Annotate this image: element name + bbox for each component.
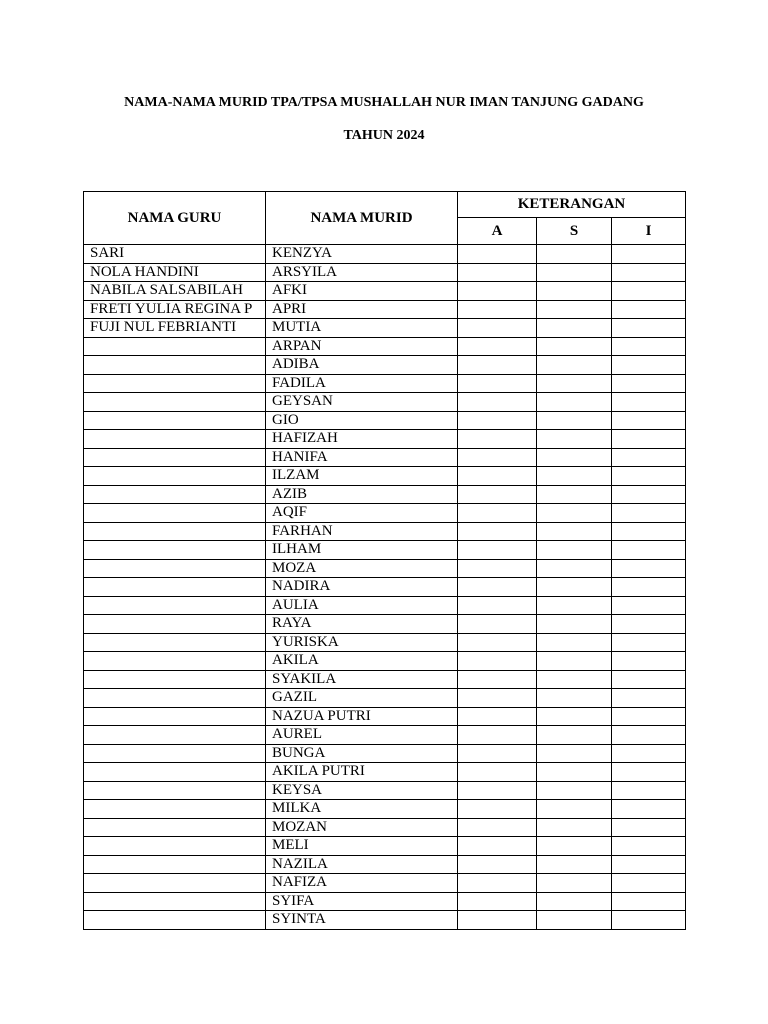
cell-nama-guru xyxy=(84,818,266,837)
cell-nama-guru xyxy=(84,911,266,930)
cell-keterangan-i xyxy=(612,522,686,541)
cell-nama-guru xyxy=(84,763,266,782)
cell-keterangan-i xyxy=(612,615,686,634)
cell-keterangan-a xyxy=(458,300,537,319)
cell-keterangan-s xyxy=(537,596,612,615)
cell-keterangan-a xyxy=(458,393,537,412)
cell-keterangan-a xyxy=(458,337,537,356)
cell-keterangan-a xyxy=(458,541,537,560)
cell-nama-murid: ILHAM xyxy=(266,541,458,560)
cell-nama-murid: BUNGA xyxy=(266,744,458,763)
cell-keterangan-i xyxy=(612,485,686,504)
cell-keterangan-s xyxy=(537,763,612,782)
cell-nama-murid: MOZA xyxy=(266,559,458,578)
cell-nama-guru xyxy=(84,744,266,763)
cell-keterangan-s xyxy=(537,393,612,412)
header-nama-murid: NAMA MURID xyxy=(266,192,458,245)
cell-keterangan-i xyxy=(612,855,686,874)
cell-nama-murid: NADIRA xyxy=(266,578,458,597)
cell-nama-guru xyxy=(84,448,266,467)
cell-nama-guru xyxy=(84,578,266,597)
cell-keterangan-i xyxy=(612,781,686,800)
cell-keterangan-s xyxy=(537,689,612,708)
cell-keterangan-i xyxy=(612,319,686,338)
cell-nama-guru xyxy=(84,633,266,652)
cell-keterangan-s xyxy=(537,337,612,356)
cell-nama-guru xyxy=(84,411,266,430)
table-row xyxy=(84,855,686,874)
table-row xyxy=(84,818,686,837)
cell-nama-guru xyxy=(84,781,266,800)
cell-keterangan-a xyxy=(458,578,537,597)
cell-nama-murid: ILZAM xyxy=(266,467,458,486)
cell-keterangan-i xyxy=(612,393,686,412)
cell-nama-guru: FRETI YULIA REGINA P xyxy=(84,300,266,319)
cell-nama-guru xyxy=(84,430,266,449)
cell-nama-murid: KENZYA xyxy=(266,245,458,264)
cell-keterangan-a xyxy=(458,800,537,819)
cell-keterangan-s xyxy=(537,781,612,800)
table-row xyxy=(84,744,686,763)
cell-keterangan-s xyxy=(537,707,612,726)
cell-nama-murid: MELI xyxy=(266,837,458,856)
cell-keterangan-i xyxy=(612,763,686,782)
table-row xyxy=(84,245,686,264)
table-body xyxy=(84,245,686,930)
table-row xyxy=(84,874,686,893)
cell-keterangan-a xyxy=(458,726,537,745)
cell-keterangan-a xyxy=(458,652,537,671)
cell-keterangan-s xyxy=(537,726,612,745)
cell-nama-murid: AZIB xyxy=(266,485,458,504)
table-header xyxy=(84,192,686,245)
cell-nama-murid: AKILA xyxy=(266,652,458,671)
cell-keterangan-a xyxy=(458,837,537,856)
cell-nama-guru xyxy=(84,652,266,671)
cell-nama-murid: APRI xyxy=(266,300,458,319)
cell-keterangan-a xyxy=(458,763,537,782)
cell-nama-murid: HANIFA xyxy=(266,448,458,467)
cell-keterangan-a xyxy=(458,282,537,301)
cell-keterangan-i xyxy=(612,411,686,430)
table-row xyxy=(84,892,686,911)
cell-keterangan-i xyxy=(612,356,686,375)
cell-keterangan-s xyxy=(537,356,612,375)
cell-keterangan-i xyxy=(612,504,686,523)
table-row xyxy=(84,485,686,504)
cell-keterangan-a xyxy=(458,781,537,800)
cell-keterangan-s xyxy=(537,559,612,578)
cell-keterangan-i xyxy=(612,559,686,578)
table-row xyxy=(84,467,686,486)
cell-keterangan-s xyxy=(537,319,612,338)
cell-nama-murid: KEYSA xyxy=(266,781,458,800)
cell-nama-guru xyxy=(84,689,266,708)
cell-keterangan-s xyxy=(537,245,612,264)
cell-nama-murid: FARHAN xyxy=(266,522,458,541)
cell-nama-guru: NOLA HANDINI xyxy=(84,263,266,282)
table-row xyxy=(84,356,686,375)
cell-keterangan-a xyxy=(458,448,537,467)
table-row xyxy=(84,615,686,634)
cell-nama-murid: GAZIL xyxy=(266,689,458,708)
cell-nama-guru xyxy=(84,837,266,856)
cell-keterangan-i xyxy=(612,818,686,837)
cell-nama-murid: AFKI xyxy=(266,282,458,301)
cell-nama-guru xyxy=(84,504,266,523)
cell-keterangan-s xyxy=(537,467,612,486)
cell-nama-guru xyxy=(84,892,266,911)
cell-keterangan-s xyxy=(537,744,612,763)
table-row xyxy=(84,504,686,523)
header-s: S xyxy=(537,218,612,245)
table-row xyxy=(84,393,686,412)
cell-nama-murid: YURISKA xyxy=(266,633,458,652)
cell-nama-guru xyxy=(84,707,266,726)
cell-keterangan-i xyxy=(612,578,686,597)
cell-keterangan-i xyxy=(612,263,686,282)
table-row xyxy=(84,282,686,301)
cell-keterangan-a xyxy=(458,615,537,634)
table-row xyxy=(84,300,686,319)
cell-keterangan-a xyxy=(458,892,537,911)
table-row xyxy=(84,596,686,615)
table-row xyxy=(84,911,686,930)
cell-keterangan-a xyxy=(458,707,537,726)
table-row xyxy=(84,522,686,541)
table-row xyxy=(84,319,686,338)
cell-nama-murid: AUREL xyxy=(266,726,458,745)
cell-nama-murid: GEYSAN xyxy=(266,393,458,412)
cell-keterangan-i xyxy=(612,245,686,264)
cell-nama-guru xyxy=(84,374,266,393)
cell-keterangan-a xyxy=(458,744,537,763)
cell-keterangan-a xyxy=(458,596,537,615)
cell-nama-guru xyxy=(84,393,266,412)
cell-keterangan-i xyxy=(612,300,686,319)
cell-keterangan-s xyxy=(537,485,612,504)
cell-keterangan-a xyxy=(458,689,537,708)
cell-keterangan-a xyxy=(458,245,537,264)
table-row xyxy=(84,800,686,819)
cell-nama-guru xyxy=(84,615,266,634)
cell-keterangan-i xyxy=(612,633,686,652)
table-row xyxy=(84,448,686,467)
cell-keterangan-i xyxy=(612,744,686,763)
cell-keterangan-s xyxy=(537,578,612,597)
cell-keterangan-s xyxy=(537,374,612,393)
cell-nama-guru xyxy=(84,855,266,874)
cell-nama-guru xyxy=(84,467,266,486)
cell-nama-guru xyxy=(84,874,266,893)
cell-keterangan-a xyxy=(458,374,537,393)
table-row xyxy=(84,337,686,356)
table-row xyxy=(84,411,686,430)
cell-nama-murid: AULIA xyxy=(266,596,458,615)
cell-keterangan-a xyxy=(458,818,537,837)
cell-keterangan-s xyxy=(537,411,612,430)
cell-keterangan-s xyxy=(537,263,612,282)
cell-keterangan-a xyxy=(458,430,537,449)
cell-keterangan-s xyxy=(537,911,612,930)
cell-keterangan-i xyxy=(612,689,686,708)
cell-keterangan-i xyxy=(612,707,686,726)
cell-keterangan-s xyxy=(537,448,612,467)
cell-nama-guru xyxy=(84,670,266,689)
cell-keterangan-a xyxy=(458,874,537,893)
cell-keterangan-s xyxy=(537,615,612,634)
cell-nama-murid: GIO xyxy=(266,411,458,430)
header-keterangan: KETERANGAN xyxy=(458,192,686,218)
cell-keterangan-i xyxy=(612,726,686,745)
cell-keterangan-a xyxy=(458,855,537,874)
table-row xyxy=(84,541,686,560)
cell-nama-guru xyxy=(84,541,266,560)
cell-nama-murid: MILKA xyxy=(266,800,458,819)
cell-keterangan-s xyxy=(537,818,612,837)
table-row xyxy=(84,781,686,800)
cell-keterangan-i xyxy=(612,911,686,930)
cell-keterangan-i xyxy=(612,541,686,560)
cell-nama-guru xyxy=(84,596,266,615)
document-title: NAMA-NAMA MURID TPA/TPSA MUSHALLAH NUR IMAN TANJUNG GADANG xyxy=(124,95,644,110)
cell-keterangan-i xyxy=(612,337,686,356)
cell-keterangan-a xyxy=(458,559,537,578)
cell-keterangan-i xyxy=(612,596,686,615)
cell-nama-murid: MUTIA xyxy=(266,319,458,338)
cell-keterangan-s xyxy=(537,652,612,671)
cell-nama-murid: ARPAN xyxy=(266,337,458,356)
table-row xyxy=(84,578,686,597)
cell-keterangan-a xyxy=(458,319,537,338)
cell-nama-murid: ADIBA xyxy=(266,356,458,375)
cell-keterangan-s xyxy=(537,633,612,652)
cell-nama-murid: NAFIZA xyxy=(266,874,458,893)
cell-nama-guru xyxy=(84,800,266,819)
cell-keterangan-a xyxy=(458,633,537,652)
student-roster-table xyxy=(83,191,686,930)
cell-nama-murid: AKILA PUTRI xyxy=(266,763,458,782)
cell-keterangan-i xyxy=(612,467,686,486)
cell-keterangan-a xyxy=(458,485,537,504)
cell-keterangan-i xyxy=(612,670,686,689)
cell-keterangan-s xyxy=(537,670,612,689)
table-row xyxy=(84,689,686,708)
cell-keterangan-i xyxy=(612,800,686,819)
cell-nama-murid: AQIF xyxy=(266,504,458,523)
table-row xyxy=(84,633,686,652)
cell-keterangan-s xyxy=(537,800,612,819)
cell-keterangan-s xyxy=(537,522,612,541)
table-row xyxy=(84,263,686,282)
cell-keterangan-s xyxy=(537,855,612,874)
table-row xyxy=(84,559,686,578)
table-row xyxy=(84,670,686,689)
cell-keterangan-a xyxy=(458,670,537,689)
cell-nama-guru: FUJI NUL FEBRIANTI xyxy=(84,319,266,338)
cell-keterangan-i xyxy=(612,448,686,467)
cell-nama-murid: ARSYILA xyxy=(266,263,458,282)
cell-keterangan-s xyxy=(537,874,612,893)
cell-keterangan-a xyxy=(458,263,537,282)
cell-nama-murid: SYINTA xyxy=(266,911,458,930)
cell-nama-murid: NAZUA PUTRI xyxy=(266,707,458,726)
cell-keterangan-a xyxy=(458,911,537,930)
cell-keterangan-s xyxy=(537,837,612,856)
table-row xyxy=(84,374,686,393)
cell-keterangan-a xyxy=(458,504,537,523)
cell-nama-murid: RAYA xyxy=(266,615,458,634)
table-row xyxy=(84,707,686,726)
cell-keterangan-i xyxy=(612,374,686,393)
table-row xyxy=(84,652,686,671)
cell-keterangan-s xyxy=(537,300,612,319)
cell-keterangan-i xyxy=(612,430,686,449)
table-row xyxy=(84,837,686,856)
header-nama-guru: NAMA GURU xyxy=(84,192,266,245)
cell-nama-guru xyxy=(84,485,266,504)
cell-keterangan-i xyxy=(612,282,686,301)
document-subtitle: TAHUN 2024 xyxy=(343,128,425,143)
cell-nama-guru xyxy=(84,559,266,578)
cell-nama-guru xyxy=(84,726,266,745)
cell-nama-murid: MOZAN xyxy=(266,818,458,837)
cell-keterangan-a xyxy=(458,522,537,541)
cell-keterangan-s xyxy=(537,504,612,523)
cell-nama-murid: HAFIZAH xyxy=(266,430,458,449)
table-row xyxy=(84,430,686,449)
cell-keterangan-i xyxy=(612,837,686,856)
cell-keterangan-a xyxy=(458,467,537,486)
table-row xyxy=(84,726,686,745)
cell-keterangan-i xyxy=(612,892,686,911)
cell-nama-guru: NABILA SALSABILAH xyxy=(84,282,266,301)
cell-nama-murid: SYIFA xyxy=(266,892,458,911)
cell-nama-murid: NAZILA xyxy=(266,855,458,874)
cell-keterangan-a xyxy=(458,411,537,430)
cell-nama-murid: FADILA xyxy=(266,374,458,393)
cell-nama-guru xyxy=(84,522,266,541)
cell-keterangan-i xyxy=(612,652,686,671)
table-row xyxy=(84,763,686,782)
cell-nama-guru xyxy=(84,337,266,356)
cell-nama-guru xyxy=(84,356,266,375)
header-i: I xyxy=(612,218,686,245)
cell-nama-guru: SARI xyxy=(84,245,266,264)
cell-keterangan-s xyxy=(537,430,612,449)
header-a: A xyxy=(458,218,537,245)
cell-keterangan-i xyxy=(612,874,686,893)
cell-keterangan-s xyxy=(537,541,612,560)
cell-keterangan-s xyxy=(537,282,612,301)
cell-keterangan-s xyxy=(537,892,612,911)
cell-keterangan-a xyxy=(458,356,537,375)
cell-nama-murid: SYAKILA xyxy=(266,670,458,689)
